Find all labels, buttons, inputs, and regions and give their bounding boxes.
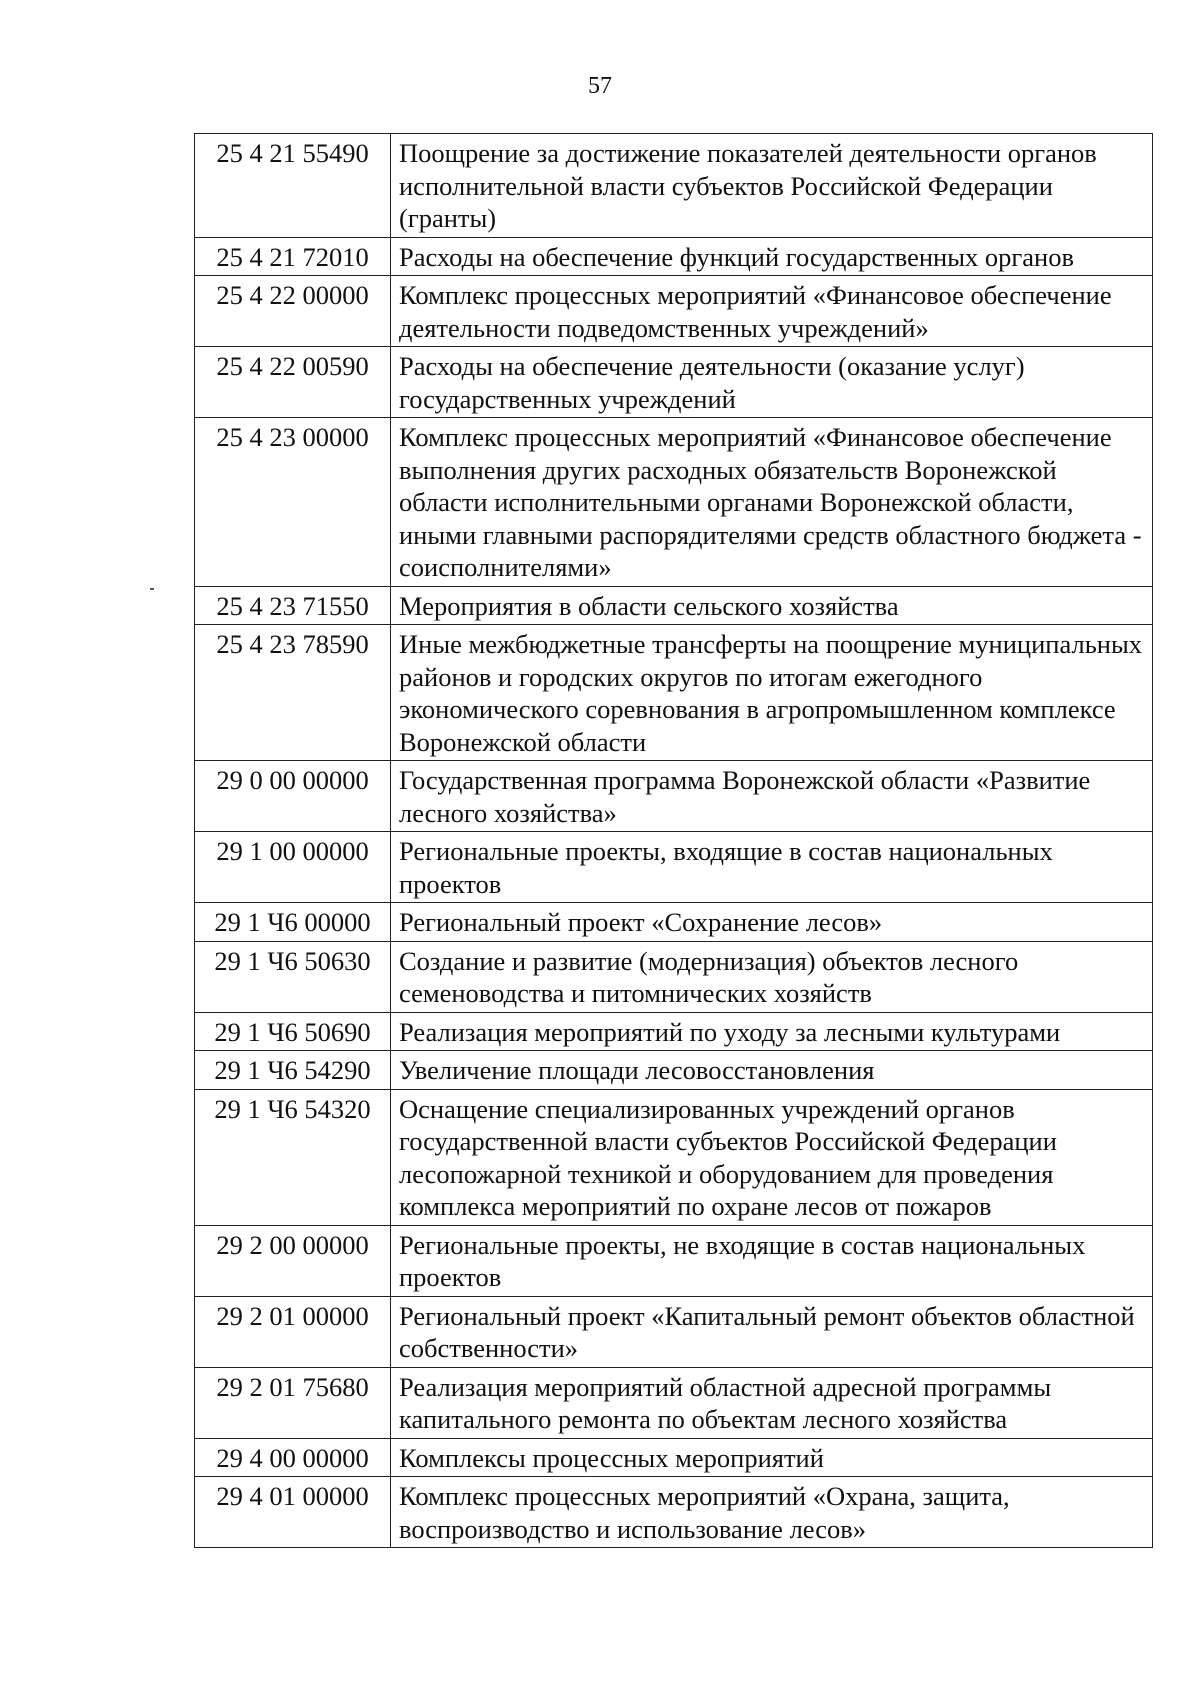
code-cell: 25 4 21 55490: [195, 134, 391, 238]
table-row: [195, 1438, 1153, 1477]
scan-artifact-dot: [150, 588, 154, 590]
table-row: [195, 1089, 1153, 1225]
name-cell: Региональный проект «Сохранение лесов»: [391, 903, 1153, 942]
code-cell: 29 2 01 75680: [195, 1367, 391, 1438]
code-cell: 29 1 Ч6 50690: [195, 1012, 391, 1051]
page-number: 57: [588, 73, 612, 99]
table-row: [195, 761, 1153, 832]
code-cell: 25 4 21 72010: [195, 237, 391, 276]
code-cell: 29 1 Ч6 54320: [195, 1089, 391, 1225]
table-row: [195, 276, 1153, 347]
code-cell: 29 4 01 00000: [195, 1477, 391, 1548]
name-cell: Расходы на обеспечение функций государственных органов: [391, 237, 1153, 276]
name-cell: Увеличение площади лесовосстановления: [391, 1051, 1153, 1090]
name-cell: Создание и развитие (модернизация) объектов лесного семеноводства и питомнических хозяйств: [391, 941, 1153, 1012]
name-cell: Региональные проекты, не входящие в состав национальных проектов: [391, 1225, 1153, 1296]
table-row: [195, 237, 1153, 276]
name-cell: Комплекс процессных мероприятий «Финансовое обеспечение выполнения других расходных обязательств Воронежской области исполнительными органами Воронежской области, иными главными распорядителями средств областного бюджета - соисполнителями»: [391, 418, 1153, 587]
table-row: [195, 1012, 1153, 1051]
table-row: [195, 1225, 1153, 1296]
table-row: [195, 1051, 1153, 1090]
name-cell: Реализация мероприятий областной адресной программы капитального ремонта по объектам лесного хозяйства: [391, 1367, 1153, 1438]
budget-code-table: [194, 133, 1153, 1548]
name-cell: Региональные проекты, входящие в состав национальных проектов: [391, 832, 1153, 903]
code-cell: 25 4 23 71550: [195, 586, 391, 625]
table-row: [195, 625, 1153, 761]
code-cell: 29 2 01 00000: [195, 1296, 391, 1367]
code-cell: 29 1 Ч6 00000: [195, 903, 391, 942]
code-cell: 25 4 23 00000: [195, 418, 391, 587]
name-cell: Расходы на обеспечение деятельности (оказание услуг) государственных учреждений: [391, 347, 1153, 418]
code-cell: 29 1 Ч6 50630: [195, 941, 391, 1012]
code-cell: 29 1 Ч6 54290: [195, 1051, 391, 1090]
name-cell: Поощрение за достижение показателей деятельности органов исполнительной власти субъектов Российской Федерации (гранты): [391, 134, 1153, 238]
code-cell: 25 4 22 00590: [195, 347, 391, 418]
code-cell: 29 4 00 00000: [195, 1438, 391, 1477]
name-cell: Иные межбюджетные трансферты на поощрение муниципальных районов и городских округов по итогам ежегодного экономического соревнования в агропромышленном комплексе Воронежской области: [391, 625, 1153, 761]
name-cell: Мероприятия в области сельского хозяйства: [391, 586, 1153, 625]
name-cell: Комплексы процессных мероприятий: [391, 1438, 1153, 1477]
code-cell: 25 4 22 00000: [195, 276, 391, 347]
code-cell: 25 4 23 78590: [195, 625, 391, 761]
table-row: [195, 1367, 1153, 1438]
name-cell: Оснащение специализированных учреждений органов государственной власти субъектов Российской Федерации лесопожарной техникой и оборудованием для проведения комплекса мероприятий по охране лесов от пожаров: [391, 1089, 1153, 1225]
table-row: [195, 134, 1153, 238]
table-row: [195, 903, 1153, 942]
name-cell: Реализация мероприятий по уходу за лесными культурами: [391, 1012, 1153, 1051]
table-row: [195, 941, 1153, 1012]
table-body: [195, 134, 1153, 1548]
name-cell: Государственная программа Воронежской области «Развитие лесного хозяйства»: [391, 761, 1153, 832]
name-cell: Региональный проект «Капитальный ремонт объектов областной собственности»: [391, 1296, 1153, 1367]
table-row: [195, 418, 1153, 587]
table-row: [195, 832, 1153, 903]
code-cell: 29 2 00 00000: [195, 1225, 391, 1296]
table-row: [195, 1296, 1153, 1367]
table-row: [195, 1477, 1153, 1548]
name-cell: Комплекс процессных мероприятий «Охрана, защита, воспроизводство и использование лесов»: [391, 1477, 1153, 1548]
name-cell: Комплекс процессных мероприятий «Финансовое обеспечение деятельности подведомственных учреждений»: [391, 276, 1153, 347]
code-cell: 29 0 00 00000: [195, 761, 391, 832]
code-cell: 29 1 00 00000: [195, 832, 391, 903]
table-row: [195, 586, 1153, 625]
table-row: [195, 347, 1153, 418]
